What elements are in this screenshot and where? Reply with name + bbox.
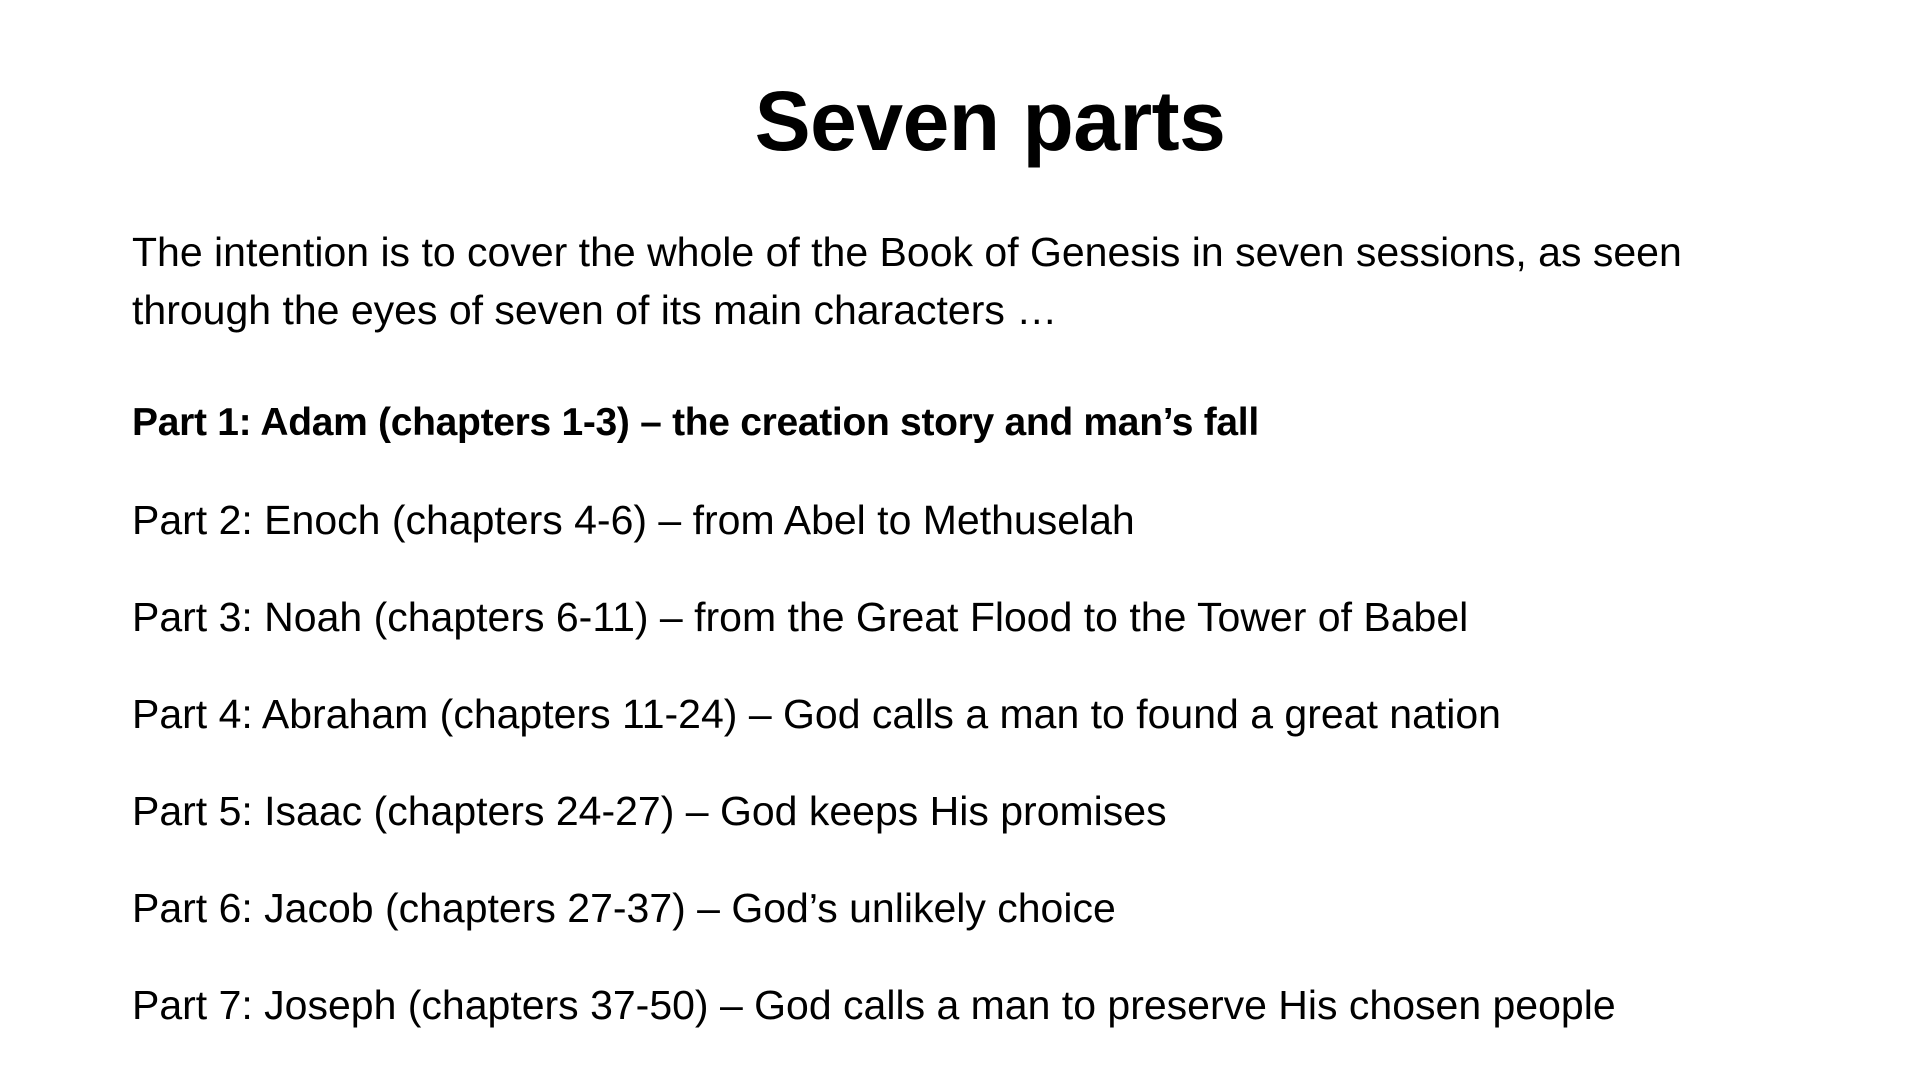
part-item-6: Part 6: Jacob (chapters 27-37) – God’s unlikely choice <box>132 885 1116 931</box>
part-item-3: Part 3: Noah (chapters 6-11) – from the Great Flood to the Tower of Babel <box>132 594 1469 640</box>
part-item-1: Part 1: Adam (chapters 1-3) – the creation story and man’s fall <box>132 401 1259 444</box>
part-item-7: Part 7: Joseph (chapters 37-50) – God calls a man to preserve His chosen people <box>132 982 1616 1028</box>
part-item-4: Part 4: Abraham (chapters 11-24) – God calls a man to found a great nation <box>132 691 1501 737</box>
slide-title: Seven parts <box>754 74 1226 168</box>
part-item-2: Part 2: Enoch (chapters 4-6) – from Abel to Methuselah <box>132 497 1135 543</box>
intro-paragraph: The intention is to cover the whole of the Book of Genesis in seven sessions, as seen through the eyes of seven of its main characters … <box>132 229 1682 333</box>
parts-list <box>132 398 1872 1077</box>
part-item-5: Part 5: Isaac (chapters 24-27) – God keeps His promises <box>132 788 1167 834</box>
